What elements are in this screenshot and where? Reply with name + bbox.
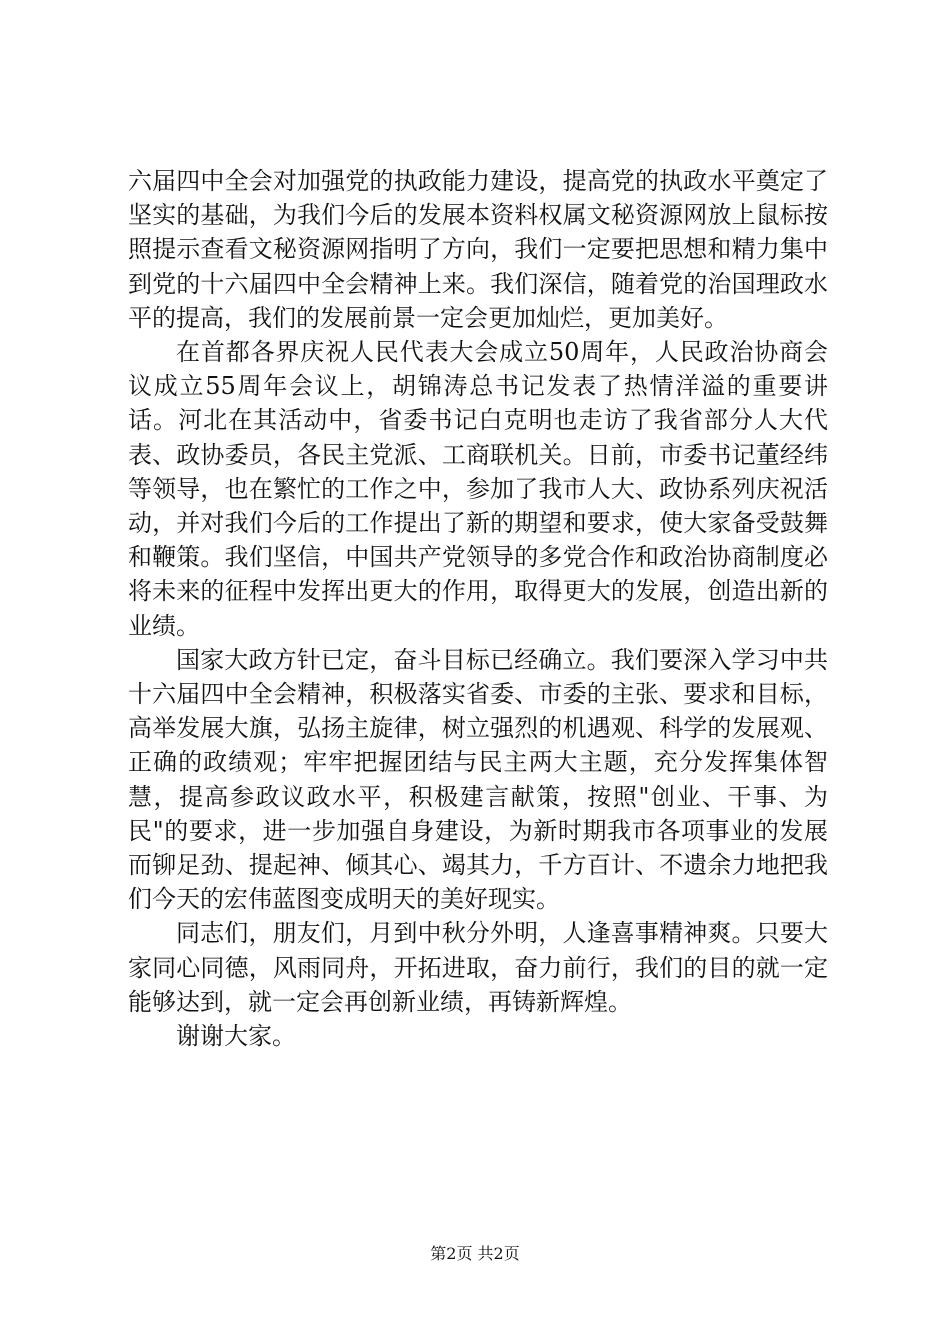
paragraph-1: 六届四中全会对加强党的执政能力建设，提高党的执政水平奠定了坚实的基础，为我们今后的发展本资料权属文秘资源网放上鼠标按照提示查看文秘资源网指明了方向，我们一定要把思想和精力集中到党的十六届四中全会精神上来。我们深信，随着党的治国理政水平的提高，我们的发展前景一定会更加灿烂，更加美好。: [128, 167, 828, 332]
paragraph-2: 在首都各界庆祝人民代表大会成立50周年，人民政治协商会议成立55周年会议上，胡锦涛总书记发表了热情洋溢的重要讲话。河北在其活动中，省委书记白克明也走访了我省部分人大代表、政协委员，各民主党派、工商联机关。日前，市委书记董经纬等领导，也在繁忙的工作之中，参加了我市人大、政协系列庆祝活动，并对我们今后的工作提出了新的期望和要求，使大家备受鼓舞和鞭策。我们坚信，中国共产党领导的多党合作和政治协商制度必将未来的征程中发挥出更大的作用，取得更大的发展，创造出新的业绩。: [128, 338, 828, 640]
paragraph-4: 同志们，朋友们，月到中秋分外明，人逢喜事精神爽。只要大家同心同德，风雨同舟，开拓进取，奋力前行，我们的目的就一定能够达到，就一定会再创新业绩，再铸新辉煌。: [128, 919, 828, 1016]
document-body: [128, 164, 828, 1053]
page-footer: 第2页 共2页: [430, 1244, 520, 1263]
paragraph-5: 谢谢大家。: [176, 1022, 296, 1051]
paragraph-3: 国家大政方针已定，奋斗目标已经确立。我们要深入学习中共十六届四中全会精神，积极落实省委、市委的主张、要求和目标，高举发展大旗，弘扬主旋律，树立强烈的机遇观、科学的发展观、正确的政绩观；牢牢把握团结与民主两大主题，充分发挥集体智慧，提高参政议政水平，积极建言献策，按照"创业、干事、为民"的要求，进一步加强自身建设，为新时期我市各项事业的发展而铆足劲、提起神、倾其心、竭其力，千方百计、不遗余力地把我们今天的宏伟蓝图变成明天的美好现实。: [128, 645, 828, 914]
